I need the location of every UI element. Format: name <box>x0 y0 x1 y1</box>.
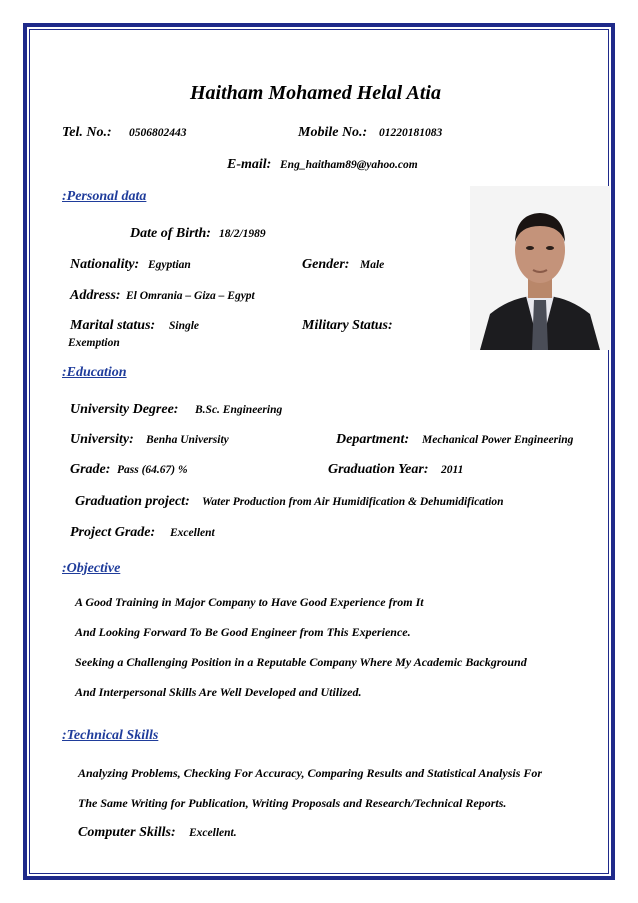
degree-label: University Degree: <box>70 402 179 417</box>
address-label: Address: <box>70 288 121 303</box>
nationality-value: Egyptian <box>148 259 191 271</box>
address-value: El Omrania – Giza – Egypt <box>126 290 255 302</box>
objective-line: A Good Training in Major Company to Have Good Experience from It <box>75 595 424 609</box>
skills-line: Analyzing Problems, Checking For Accuracy, Comparing Results and Statistical Analysis For <box>78 766 543 780</box>
marital-label: Marital status: <box>70 318 156 333</box>
degree-value: B.Sc. Engineering <box>195 404 283 416</box>
skills-line: The Same Writing for Publication, Writing Proposals and Research/Technical Reports. <box>78 796 507 810</box>
project-grade-label: Project Grade: <box>70 525 156 540</box>
grade-label: Grade: <box>70 462 111 477</box>
tel-value: 0506802443 <box>129 127 187 139</box>
gender-value: Male <box>360 259 385 271</box>
nationality-label: Nationality: <box>70 257 140 272</box>
dob-value: 18/2/1989 <box>219 228 266 240</box>
project-value: Water Production from Air Humidification & Dehumidification <box>202 496 504 508</box>
objective-line: Seeking a Challenging Position in a Reputable Company Where My Academic Background <box>75 655 527 669</box>
cv-name: Haitham Mohamed Helal Atia <box>190 82 441 104</box>
computer-skills-label: Computer Skills: <box>78 825 176 840</box>
grad-year-label: Graduation Year: <box>328 462 429 477</box>
profile-photo <box>470 186 610 350</box>
email-label: E-mail: <box>227 157 272 172</box>
military-value: Exemption <box>68 337 120 349</box>
university-label: University: <box>70 432 134 447</box>
section-heading-education: :Education <box>62 365 127 380</box>
objective-line: And Looking Forward To Be Good Engineer from This Experience. <box>75 625 411 639</box>
department-value: Mechanical Power Engineering <box>422 434 574 446</box>
grad-year-value: 2011 <box>441 464 464 476</box>
mobile-label: Mobile No.: <box>298 125 368 140</box>
military-label: Military Status: <box>302 318 393 333</box>
marital-value: Single <box>169 320 200 332</box>
email-value: Eng_haitham89@yahoo.com <box>280 159 418 171</box>
gender-label: Gender: <box>302 257 350 272</box>
grade-value: Pass (64.67) % <box>117 464 188 476</box>
section-heading-objective: :Objective <box>62 561 121 576</box>
objective-line: And Interpersonal Skills Are Well Developed and Utilized. <box>75 685 362 699</box>
section-heading-personal: :Personal data <box>62 189 147 204</box>
dob-label: Date of Birth: <box>130 226 211 241</box>
page-border-inner <box>29 29 609 874</box>
project-grade-value: Excellent <box>170 527 215 539</box>
department-label: Department: <box>336 432 410 447</box>
computer-skills-value: Excellent. <box>189 827 237 839</box>
tel-label: Tel. No.: <box>62 125 112 140</box>
section-heading-skills: :Technical Skills <box>62 728 159 743</box>
project-label: Graduation project: <box>75 494 190 509</box>
mobile-value: 01220181083 <box>379 127 443 139</box>
university-value: Benha University <box>146 434 229 446</box>
